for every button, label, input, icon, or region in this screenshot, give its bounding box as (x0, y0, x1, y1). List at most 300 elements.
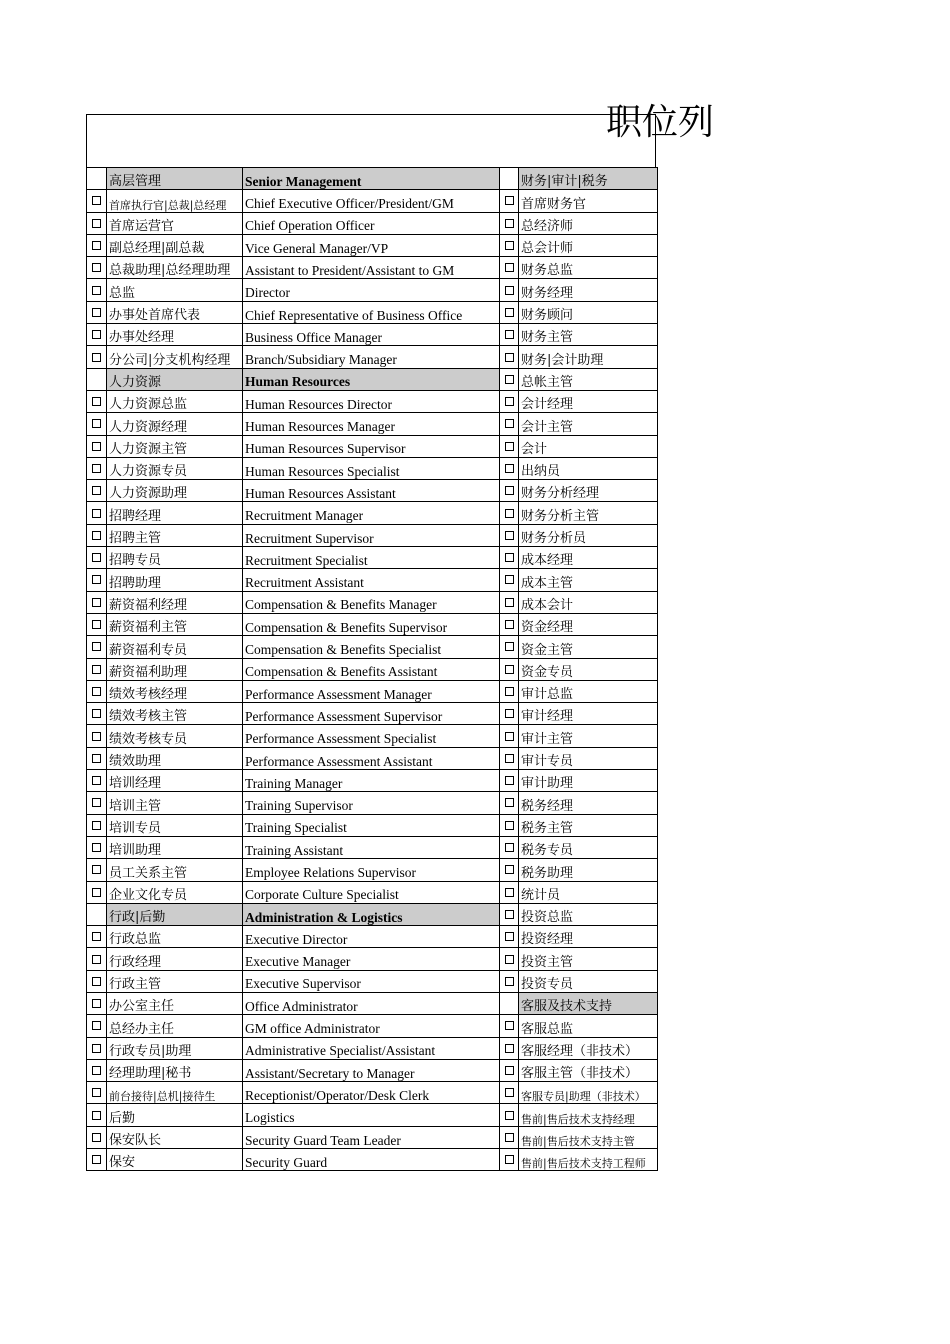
job-title-zh-right-text: 客服经理（非技术） (521, 1043, 639, 1059)
job-title-zh-text: 总经办主任 (109, 1021, 175, 1037)
checkbox[interactable] (505, 286, 514, 295)
checkbox[interactable] (92, 709, 101, 718)
job-title-zh (107, 524, 243, 546)
checkbox[interactable] (92, 977, 101, 986)
job-title-zh-right-text: 审计经理 (521, 709, 574, 725)
checkbox[interactable] (505, 821, 514, 830)
checkbox[interactable] (505, 531, 514, 540)
table-row (87, 859, 658, 881)
checkbox[interactable] (505, 442, 514, 451)
job-title-zh-right-text: 税务经理 (521, 798, 574, 814)
checkbox[interactable] (505, 1111, 514, 1120)
left-checkbox-cell[interactable] (87, 190, 107, 212)
checkbox[interactable] (505, 308, 514, 317)
table-row (87, 324, 658, 346)
right-checkbox-cell[interactable] (500, 279, 519, 301)
right-checkbox-cell[interactable] (500, 747, 519, 769)
job-title-zh-right (519, 881, 658, 903)
right-checkbox-cell[interactable] (500, 680, 519, 702)
checkbox[interactable] (92, 665, 101, 674)
right-checkbox-cell[interactable] (500, 480, 519, 502)
left-checkbox-cell[interactable] (87, 457, 107, 479)
checkbox[interactable] (92, 486, 101, 495)
left-checkbox-cell[interactable] (87, 926, 107, 948)
job-title-zh-text: 培训专员 (109, 820, 162, 836)
job-title-zh (107, 1059, 243, 1081)
job-title-zh-right-text: 财务分析经理 (521, 486, 600, 502)
job-title-zh-right-text: 投资专员 (521, 976, 574, 992)
job-title-en (243, 725, 500, 747)
checkbox[interactable] (505, 1021, 514, 1030)
checkbox[interactable] (505, 598, 514, 607)
checkbox[interactable] (92, 553, 101, 562)
job-title-zh-text: 绩效考核专员 (109, 731, 188, 747)
left-checkbox-cell[interactable] (87, 547, 107, 569)
checkbox[interactable] (505, 1155, 514, 1164)
job-title-zh-right (519, 814, 658, 836)
job-title-zh-text: 首席执行官|总裁|总经理 (109, 198, 227, 212)
checkbox[interactable] (92, 263, 101, 272)
right-checkbox-cell[interactable] (500, 636, 519, 658)
checkbox[interactable] (92, 219, 101, 228)
right-checkbox-cell[interactable] (500, 792, 519, 814)
left-checkbox-cell[interactable] (87, 324, 107, 346)
left-checkbox-cell[interactable] (87, 658, 107, 680)
checkbox[interactable] (92, 464, 101, 473)
job-title-zh-right (519, 903, 658, 925)
checkbox[interactable] (505, 219, 514, 228)
job-title-zh-text: 人力资源专员 (109, 464, 188, 480)
checkbox[interactable] (505, 732, 514, 741)
job-title-zh-right (519, 190, 658, 212)
left-checkbox-cell[interactable] (87, 212, 107, 234)
right-checkbox-cell[interactable] (500, 703, 519, 725)
checkbox[interactable] (92, 999, 101, 1008)
job-title-zh-right-text: 审计主管 (521, 731, 574, 747)
job-title-en-text: Compensation & Benefits Specialist (245, 642, 442, 658)
checkbox[interactable] (505, 263, 514, 272)
checkbox[interactable] (92, 1155, 101, 1164)
checkbox[interactable] (505, 932, 514, 941)
checkbox[interactable] (505, 687, 514, 696)
job-title-en (243, 1015, 500, 1037)
table-row (87, 658, 658, 680)
checkbox[interactable] (505, 1088, 514, 1097)
job-title-zh-right-text: 售前|售后技术支持工程师 (521, 1157, 646, 1171)
job-title-zh-right (519, 970, 658, 992)
job-title-en-text: Recruitment Assistant (245, 575, 364, 591)
job-title-zh-text: 员工关系主管 (109, 865, 188, 881)
checkbox[interactable] (92, 642, 101, 651)
right-checkbox-cell[interactable] (500, 413, 519, 435)
left-checkbox-cell[interactable] (87, 992, 107, 1014)
left-checkbox-cell[interactable] (87, 770, 107, 792)
checkbox[interactable] (92, 1088, 101, 1097)
job-title-zh-text: 行政主管 (109, 976, 162, 992)
left-checkbox-cell[interactable] (87, 279, 107, 301)
job-title-zh-text: 培训主管 (109, 798, 162, 814)
left-checkbox-cell[interactable] (87, 725, 107, 747)
left-checkbox-cell[interactable] (87, 836, 107, 858)
job-title-zh (107, 1082, 243, 1104)
checkbox[interactable] (92, 932, 101, 941)
checkbox[interactable] (505, 353, 514, 362)
right-checkbox-cell[interactable] (500, 324, 519, 346)
job-title-zh-text: 前台接待|总机|接待生 (109, 1090, 216, 1104)
right-checkbox-cell[interactable] (500, 970, 519, 992)
checkbox[interactable] (92, 241, 101, 250)
job-title-zh-right-text: 成本主管 (521, 575, 574, 591)
left-checkbox-cell[interactable] (87, 1059, 107, 1081)
left-checkbox-cell[interactable] (87, 480, 107, 502)
right-checkbox-cell[interactable] (500, 524, 519, 546)
job-title-zh-right (519, 926, 658, 948)
right-checkbox-cell[interactable] (500, 1015, 519, 1037)
left-checkbox-cell (87, 903, 107, 925)
left-checkbox-cell[interactable] (87, 613, 107, 635)
job-title-zh (107, 390, 243, 412)
checkbox[interactable] (92, 888, 101, 897)
job-title-en-text: Performance Assessment Manager (245, 686, 432, 702)
job-title-en (243, 324, 500, 346)
job-title-zh-text: 薪资福利助理 (109, 664, 188, 680)
job-title-en-text: GM office Administrator (245, 1021, 380, 1037)
job-title-zh-right-text: 财务总监 (521, 263, 574, 279)
job-title-en (243, 948, 500, 970)
left-checkbox-cell[interactable] (87, 636, 107, 658)
left-checkbox-cell[interactable] (87, 703, 107, 725)
right-checkbox-cell[interactable] (500, 234, 519, 256)
left-checkbox-cell[interactable] (87, 524, 107, 546)
job-title-zh-right-text: 售前|售后技术支持经理 (521, 1112, 635, 1126)
job-title-zh-text: 经理助理|秘书 (109, 1066, 192, 1082)
right-checkbox-cell[interactable] (500, 658, 519, 680)
table-row (87, 814, 658, 836)
left-checkbox-cell[interactable] (87, 435, 107, 457)
job-title-zh-right (519, 569, 658, 591)
left-checkbox-cell[interactable] (87, 1126, 107, 1148)
checkbox[interactable] (505, 464, 514, 473)
job-title-en-text: Training Supervisor (245, 798, 353, 814)
right-checkbox-cell[interactable] (500, 1037, 519, 1059)
job-title-zh-right (519, 836, 658, 858)
section-header-zh (107, 903, 243, 925)
job-title-zh (107, 926, 243, 948)
checkbox[interactable] (505, 888, 514, 897)
right-checkbox-cell[interactable] (500, 814, 519, 836)
job-title-zh-text: 人力资源经理 (109, 419, 188, 435)
left-checkbox-cell[interactable] (87, 881, 107, 903)
checkbox[interactable] (92, 821, 101, 830)
right-checkbox-cell[interactable] (500, 859, 519, 881)
checkbox[interactable] (505, 375, 514, 384)
job-title-zh-text: 分公司|分支机构经理 (109, 352, 231, 368)
checkbox[interactable] (92, 509, 101, 518)
job-title-zh-text: 培训助理 (109, 843, 162, 859)
job-title-zh (107, 413, 243, 435)
job-title-en-text: Executive Director (245, 931, 348, 947)
checkbox[interactable] (505, 776, 514, 785)
right-checkbox-cell[interactable] (500, 257, 519, 279)
right-checkbox-cell[interactable] (500, 1082, 519, 1104)
checkbox[interactable] (92, 798, 101, 807)
checkbox[interactable] (505, 397, 514, 406)
job-title-en-text: Performance Assessment Supervisor (245, 708, 443, 724)
job-title-zh-right (519, 591, 658, 613)
job-title-en (243, 636, 500, 658)
checkbox[interactable] (505, 977, 514, 986)
job-title-zh-text: 人力资源助理 (109, 486, 188, 502)
left-checkbox-cell[interactable] (87, 591, 107, 613)
right-checkbox-cell[interactable] (500, 547, 519, 569)
checkbox[interactable] (92, 575, 101, 584)
left-checkbox-cell[interactable] (87, 346, 107, 368)
left-checkbox-cell[interactable] (87, 948, 107, 970)
checkbox[interactable] (505, 330, 514, 339)
section-header-en (243, 168, 500, 190)
job-title-zh-right (519, 1149, 658, 1171)
right-checkbox-cell[interactable] (500, 613, 519, 635)
job-title-zh-text: 培训经理 (109, 776, 162, 792)
left-checkbox-cell[interactable] (87, 413, 107, 435)
right-checkbox-cell[interactable] (500, 435, 519, 457)
checkbox[interactable] (92, 330, 101, 339)
checkbox[interactable] (505, 1066, 514, 1075)
checkbox[interactable] (505, 1133, 514, 1142)
left-checkbox-cell[interactable] (87, 1149, 107, 1171)
job-title-zh-right-text: 税务助理 (521, 865, 574, 881)
checkbox[interactable] (505, 1044, 514, 1053)
right-checkbox-cell[interactable] (500, 346, 519, 368)
right-checkbox-cell[interactable] (500, 368, 519, 390)
job-title-zh-right-text: 财务顾问 (521, 308, 574, 324)
checkbox[interactable] (92, 442, 101, 451)
left-checkbox-cell[interactable] (87, 1015, 107, 1037)
right-checkbox-cell[interactable] (500, 457, 519, 479)
checkbox[interactable] (92, 1066, 101, 1075)
right-checkbox-cell[interactable] (500, 926, 519, 948)
right-checkbox-cell[interactable] (500, 903, 519, 925)
checkbox[interactable] (505, 620, 514, 629)
job-title-zh (107, 502, 243, 524)
job-title-zh-right-text: 资金专员 (521, 664, 574, 680)
checkbox[interactable] (92, 1111, 101, 1120)
right-checkbox-cell[interactable] (500, 948, 519, 970)
job-title-en-text: Human Resources Manager (245, 419, 395, 435)
job-title-zh-right-text: 财务经理 (521, 285, 574, 301)
job-title-zh-right-text: 审计助理 (521, 776, 574, 792)
job-title-en-text: Branch/Subsidiary Manager (245, 352, 397, 368)
section-header-en-text: Administration & Logistics (245, 909, 403, 925)
job-title-en (243, 301, 500, 323)
job-title-zh-text: 招聘经理 (109, 508, 162, 524)
checkbox[interactable] (92, 598, 101, 607)
right-checkbox-cell[interactable] (500, 569, 519, 591)
right-checkbox-cell[interactable] (500, 881, 519, 903)
right-checkbox-cell[interactable] (500, 1059, 519, 1081)
job-title-en (243, 569, 500, 591)
right-checkbox-cell[interactable] (500, 212, 519, 234)
job-title-en-text: Performance Assessment Specialist (245, 731, 437, 747)
job-title-zh-right-text: 财务分析员 (521, 531, 587, 547)
job-title-en (243, 413, 500, 435)
job-title-zh-right (519, 792, 658, 814)
table-row (87, 591, 658, 613)
right-checkbox-cell[interactable] (500, 190, 519, 212)
checkbox[interactable] (505, 798, 514, 807)
checkbox[interactable] (92, 1044, 101, 1053)
section-header-en-text: Human Resources (245, 374, 351, 390)
job-title-en (243, 814, 500, 836)
checkbox[interactable] (505, 486, 514, 495)
job-title-en-text: Employee Relations Supervisor (245, 865, 416, 880)
table-row (87, 1149, 658, 1171)
left-checkbox-cell[interactable] (87, 234, 107, 256)
table-row (87, 301, 658, 323)
table-row (87, 703, 658, 725)
left-checkbox-cell[interactable] (87, 680, 107, 702)
left-checkbox-cell[interactable] (87, 569, 107, 591)
job-title-zh (107, 1015, 243, 1037)
job-title-en (243, 680, 500, 702)
checkbox[interactable] (505, 419, 514, 428)
checkbox[interactable] (92, 776, 101, 785)
job-title-zh-right (519, 1104, 658, 1126)
section-header-zh (107, 368, 243, 390)
table-row (87, 1015, 658, 1037)
table-row (87, 836, 658, 858)
section-header-zh-text: 人力资源 (109, 374, 162, 390)
job-title-zh (107, 636, 243, 658)
checkbox[interactable] (92, 531, 101, 540)
checkbox[interactable] (92, 687, 101, 696)
checkbox[interactable] (92, 419, 101, 428)
checkbox[interactable] (505, 196, 514, 205)
job-title-en (243, 1037, 500, 1059)
job-title-zh-text: 保安队长 (109, 1133, 162, 1149)
checkbox[interactable] (505, 241, 514, 250)
left-checkbox-cell[interactable] (87, 1082, 107, 1104)
right-checkbox-cell[interactable] (500, 770, 519, 792)
job-title-zh-right-text: 资金主管 (521, 642, 574, 658)
job-title-zh (107, 992, 243, 1014)
table-row (87, 457, 658, 479)
left-checkbox-cell[interactable] (87, 814, 107, 836)
table-row (87, 926, 658, 948)
table-row (87, 524, 658, 546)
table-row (87, 368, 658, 390)
checkbox[interactable] (505, 955, 514, 964)
job-title-zh-right-text: 会计主管 (521, 419, 574, 435)
job-title-zh-text: 办事处首席代表 (109, 308, 201, 324)
checkbox[interactable] (92, 286, 101, 295)
checkbox[interactable] (92, 865, 101, 874)
job-title-zh-right-text: 投资主管 (521, 954, 574, 970)
checkbox[interactable] (92, 353, 101, 362)
left-checkbox-cell[interactable] (87, 257, 107, 279)
left-checkbox-cell[interactable] (87, 970, 107, 992)
job-title-zh-text: 办事处经理 (109, 330, 175, 346)
left-checkbox-cell[interactable] (87, 390, 107, 412)
job-title-zh-text: 绩效考核经理 (109, 687, 188, 703)
table-row (87, 613, 658, 635)
job-title-en-text: Logistics (245, 1110, 295, 1126)
left-checkbox-cell[interactable] (87, 502, 107, 524)
right-checkbox-cell[interactable] (500, 1126, 519, 1148)
checkbox[interactable] (505, 575, 514, 584)
left-checkbox-cell[interactable] (87, 747, 107, 769)
checkbox[interactable] (92, 955, 101, 964)
checkbox[interactable] (505, 910, 514, 919)
job-title-zh (107, 881, 243, 903)
right-checkbox-cell[interactable] (500, 390, 519, 412)
job-title-en-text: Training Manager (245, 775, 343, 791)
left-checkbox-cell[interactable] (87, 1104, 107, 1126)
job-title-zh (107, 1037, 243, 1059)
checkbox[interactable] (505, 553, 514, 562)
checkbox[interactable] (92, 397, 101, 406)
job-title-zh-text: 绩效助理 (109, 754, 162, 770)
table-row (87, 992, 658, 1014)
checkbox[interactable] (505, 642, 514, 651)
checkbox[interactable] (92, 732, 101, 741)
right-checkbox-cell[interactable] (500, 1104, 519, 1126)
job-title-zh (107, 212, 243, 234)
job-title-zh-right (519, 435, 658, 457)
job-title-zh (107, 859, 243, 881)
left-checkbox-cell[interactable] (87, 301, 107, 323)
job-title-en-text: Office Administrator (245, 998, 358, 1014)
checkbox[interactable] (505, 709, 514, 718)
checkbox[interactable] (92, 754, 101, 763)
right-checkbox-cell[interactable] (500, 725, 519, 747)
checkbox[interactable] (505, 754, 514, 763)
right-checkbox-cell[interactable] (500, 301, 519, 323)
checkbox[interactable] (92, 1021, 101, 1030)
checkbox[interactable] (505, 665, 514, 674)
job-title-zh (107, 1149, 243, 1171)
checkbox[interactable] (92, 308, 101, 317)
checkbox[interactable] (505, 843, 514, 852)
checkbox[interactable] (92, 843, 101, 852)
job-title-en-text: Business Office Manager (245, 329, 382, 345)
job-title-zh-right-text: 成本会计 (521, 597, 574, 613)
right-checkbox-cell[interactable] (500, 591, 519, 613)
left-checkbox-cell[interactable] (87, 859, 107, 881)
checkbox[interactable] (92, 196, 101, 205)
right-checkbox-cell[interactable] (500, 836, 519, 858)
job-title-zh (107, 703, 243, 725)
job-title-zh-text: 保安 (109, 1155, 136, 1171)
left-checkbox-cell[interactable] (87, 792, 107, 814)
table-row (87, 1037, 658, 1059)
checkbox[interactable] (92, 1133, 101, 1142)
job-title-zh (107, 435, 243, 457)
right-checkbox-cell[interactable] (500, 1149, 519, 1171)
job-title-en-text: Security Guard Team Leader (245, 1132, 401, 1148)
job-title-zh-text: 薪资福利主管 (109, 620, 188, 636)
checkbox[interactable] (505, 865, 514, 874)
job-title-en-text: Administrative Specialist/Assistant (245, 1043, 436, 1059)
job-title-zh-right (519, 457, 658, 479)
right-checkbox-cell[interactable] (500, 502, 519, 524)
checkbox[interactable] (505, 509, 514, 518)
job-title-zh-right (519, 279, 658, 301)
left-checkbox-cell[interactable] (87, 1037, 107, 1059)
checkbox[interactable] (92, 620, 101, 629)
job-title-zh-text: 总裁助理|总经理助理 (109, 263, 231, 279)
job-title-en (243, 770, 500, 792)
